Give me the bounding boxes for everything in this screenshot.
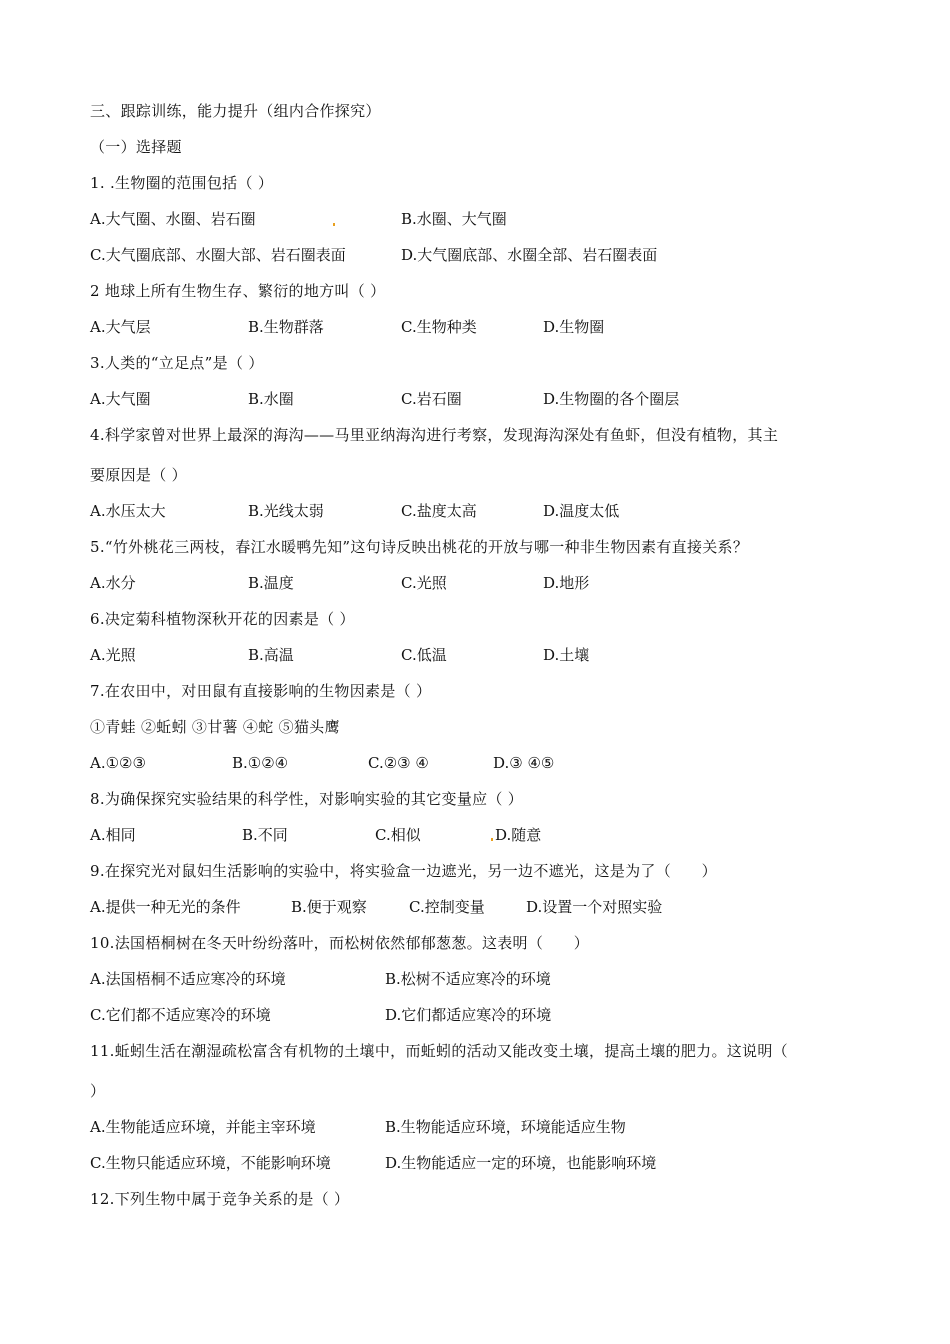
question-10-option-d: D.它们都适应寒冷的环境 [385, 1006, 552, 1024]
question-2-option-b: B.生物群落 [248, 318, 324, 336]
question-5-stem: 5.“竹外桃花三两枝，春江水暖鸭先知”这句诗反映出桃花的开放与哪一种非生物因素有直接关系？ [90, 538, 749, 556]
question-7-option-d: D.③ ④⑤ [493, 754, 555, 772]
question-7-option-b: B.①②④ [232, 754, 289, 772]
question-9-option-c: C.控制变量 [409, 898, 485, 916]
question-6-stem: 6.决定菊科植物深秋开花的因素是（ ） [90, 610, 355, 628]
question-4-stem: 4.科学家曾对世界上最深的海沟——马里亚纳海沟进行考察，发现海沟深处有鱼虾，但没有植物，其主 [90, 426, 779, 444]
question-2-option-a: A.大气层 [90, 318, 151, 336]
question-6-option-a: A.光照 [90, 646, 136, 664]
question-1-option-c: C.大气圈底部、水圈大部、岩石圈表面 [90, 246, 346, 264]
question-10-stem: 10.法国梧桐树在冬天叶纷纷落叶，而松树依然郁郁葱葱。这表明（ ） [90, 934, 590, 952]
question-11-stem-continued: ） [90, 1082, 106, 1100]
question-4-option-c: C.盐度太高 [401, 502, 477, 520]
question-3-option-a: A.大气圈 [90, 390, 151, 408]
scan-speck [491, 838, 493, 841]
question-7-option-c: C.②③ ④ [368, 754, 429, 772]
question-2-option-c: C.生物种类 [401, 318, 477, 336]
question-8-option-b: B.不同 [242, 826, 288, 844]
question-11-option-a: A.生物能适应环境，并能主宰环境 [90, 1118, 316, 1136]
question-8-option-a: A.相同 [90, 826, 136, 844]
question-5-option-d: D.地形 [543, 574, 590, 592]
question-2-stem: 2 地球上所有生物生存、繁衍的地方叫（ ） [90, 282, 386, 300]
question-1-option-d: D.大气圈底部、水圈全部、岩石圈表面 [401, 246, 658, 264]
question-9-stem: 9.在探究光对鼠妇生活影响的实验中，将实验盒一边遮光，另一边不遮光，这是为了（ ） [90, 862, 717, 880]
question-3-stem: 3.人类的“立足点”是（ ） [90, 354, 264, 372]
question-11-stem: 11.蚯蚓生活在潮湿疏松富含有机物的土壤中，而蚯蚓的活动又能改变土壤，提高土壤的肥力。这说明（ [90, 1042, 788, 1060]
question-1-option-a: A.大气圈、水圈、岩石圈 [90, 210, 256, 228]
question-11-option-d: D.生物能适应一定的环境，也能影响环境 [385, 1154, 657, 1172]
question-11-option-c: C.生物只能适应环境，不能影响环境 [90, 1154, 331, 1172]
question-6-option-b: B.高温 [248, 646, 294, 664]
question-4-stem-continued: 要原因是（ ） [90, 466, 187, 484]
question-4-option-b: B.光线太弱 [248, 502, 324, 520]
question-3-option-c: C.岩石圈 [401, 390, 462, 408]
question-2-option-d: D.生物圈 [543, 318, 605, 336]
section-heading: 三、跟踪训练，能力提升（组内合作探究） [90, 102, 381, 120]
question-6-option-c: C.低温 [401, 646, 447, 664]
question-8-option-c: C.相似 [375, 826, 421, 844]
question-5-option-b: B.温度 [248, 574, 294, 592]
question-5-option-c: C.光照 [401, 574, 447, 592]
question-8-stem: 8.为确保探究实验结果的科学性，对影响实验的其它变量应（ ） [90, 790, 524, 808]
subsection-heading: （一）选择题 [90, 138, 182, 156]
question-7-stem: 7.在农田中，对田鼠有直接影响的生物因素是（ ） [90, 682, 432, 700]
question-4-option-a: A.水压太大 [90, 502, 166, 520]
question-8-option-d: D.随意 [495, 826, 542, 844]
question-9-option-d: D.设置一个对照实验 [526, 898, 663, 916]
question-12-stem: 12.下列生物中属于竞争关系的是（ ） [90, 1190, 350, 1208]
question-10-option-a: A.法国梧桐不适应寒冷的环境 [90, 970, 286, 988]
question-7-option-a: A.①②③ [90, 754, 146, 772]
question-1-option-b: B.水圈、大气圈 [401, 210, 507, 228]
question-9-option-b: B.便于观察 [291, 898, 367, 916]
question-5-option-a: A.水分 [90, 574, 136, 592]
question-1-stem: 1. .生物圈的范围包括（ ） [90, 174, 274, 192]
question-4-option-d: D.温度太低 [543, 502, 620, 520]
question-10-option-c: C.它们都不适应寒冷的环境 [90, 1006, 271, 1024]
question-10-option-b: B.松树不适应寒冷的环境 [385, 970, 551, 988]
question-6-option-d: D.土壤 [543, 646, 590, 664]
question-3-option-d: D.生物圈的各个圈层 [543, 390, 680, 408]
question-9-option-a: A.提供一种无光的条件 [90, 898, 241, 916]
question-7-items: ①青蛙 ②蚯蚓 ③甘薯 ④蛇 ⑤猫头鹰 [90, 718, 340, 736]
question-3-option-b: B.水圈 [248, 390, 294, 408]
question-11-option-b: B.生物能适应环境，环境能适应生物 [385, 1118, 626, 1136]
scan-speck [333, 223, 335, 226]
